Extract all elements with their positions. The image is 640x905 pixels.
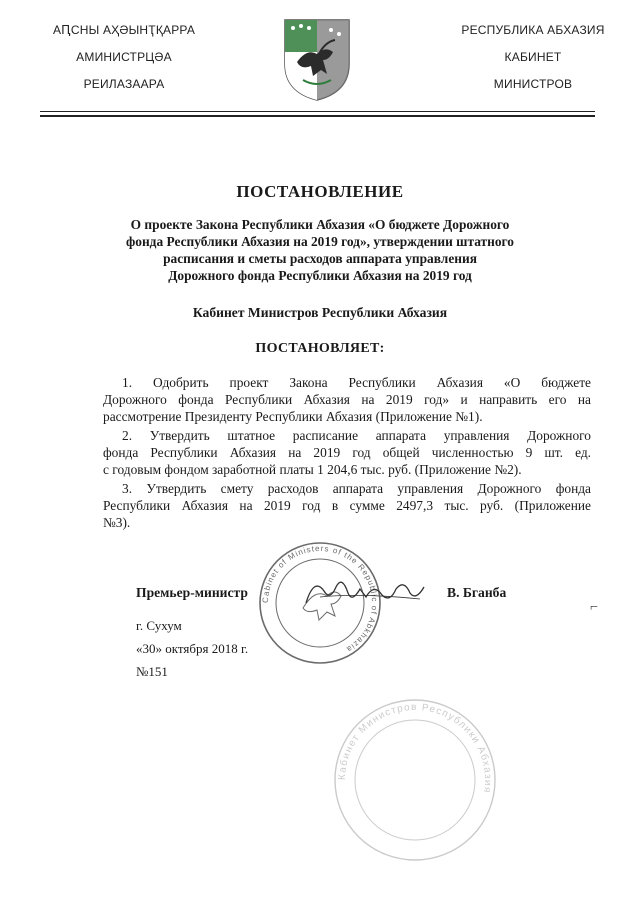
bleed-through-seal <box>325 690 505 870</box>
header-right-line: РЕСПУБЛИКА АБХАЗИЯ <box>461 23 605 37</box>
header-right-line: МИНИСТРОВ <box>493 77 573 91</box>
handwritten-signature <box>300 573 440 613</box>
document-subject <box>100 216 540 284</box>
document-title: ПОСТАНОВЛЕНИЕ <box>236 182 404 201</box>
signatory-role: Премьер-министр <box>136 585 248 600</box>
seal-text: Cabinet of Ministers of the Republic of Abkhazia <box>260 543 380 655</box>
coat-of-arms-icon <box>283 18 351 102</box>
subject-line: О проекте Закона Республики Абхазия «О бюджете Дорожного <box>130 217 510 232</box>
header-rule-bottom <box>40 115 595 117</box>
header-right-russian <box>448 20 618 101</box>
item-2-line: с годовым фондом заработной платы 1 204,6 тыс. руб. (Приложение №2). <box>103 462 522 477</box>
subject-line: Дорожного фонда Республики Абхазия на 2019 год <box>168 268 472 283</box>
item-2-line: 2. Утвердить штатное расписание аппарата управления Дорожного <box>122 428 591 443</box>
subject-line: расписания и сметы расходов аппарата управления <box>163 251 477 266</box>
subject-line: фонда Республики Абхазия на 2019 год», утверждении штатного <box>126 234 514 249</box>
document-issuer: Кабинет Министров Республики Абхазия <box>192 305 448 320</box>
item-1-line: рассмотрение Президенту Республики Абхазия (Приложение №1). <box>103 409 483 424</box>
header-left-line: РЕИЛАЗААРА <box>83 77 165 91</box>
header-left-line: АԤСНЫ АҲӘЫНҬҚАРРА <box>52 23 196 37</box>
signatory-name: В. Бганба <box>447 585 507 600</box>
issue-date: «30» октября 2018 г. <box>136 641 249 656</box>
item-1-line: 1. Одобрить проект Закона Республики Абхазия «О бюджете <box>122 375 591 390</box>
decree-heading: ПОСТАНОВЛЯЕТ: <box>255 341 385 356</box>
item-3-line: №3). <box>103 515 131 530</box>
header-left-line: АМИНИСТРЦӘА <box>76 50 172 64</box>
header-rule-top <box>40 111 595 112</box>
issue-city: г. Сухум <box>136 618 182 633</box>
seal-text-ru: Кабинет Министров Республики Абхазия <box>336 701 494 795</box>
item-3-line: 3. Утвердить смету расходов аппарата управления Дорожного фонда <box>122 481 591 496</box>
svg-text:Кабинет Министров Республики А <box>337 702 493 794</box>
item-1-line: Дорожного фонда Республики Абхазия на 2019 год» и направить его на <box>103 392 591 407</box>
margin-mark: ⌐ <box>590 600 598 615</box>
document-number: №151 <box>136 664 168 679</box>
header-left-abkhaz <box>34 20 214 101</box>
item-3-line: Республики Абхазия на 2019 год в сумме 2497,3 тыс. руб. (Приложение <box>103 498 591 513</box>
header-right-line: КАБИНЕТ <box>504 50 562 64</box>
item-2-line: фонда Республики Абхазия на 2019 год общей численностью 9 шт. ед. <box>103 445 591 460</box>
